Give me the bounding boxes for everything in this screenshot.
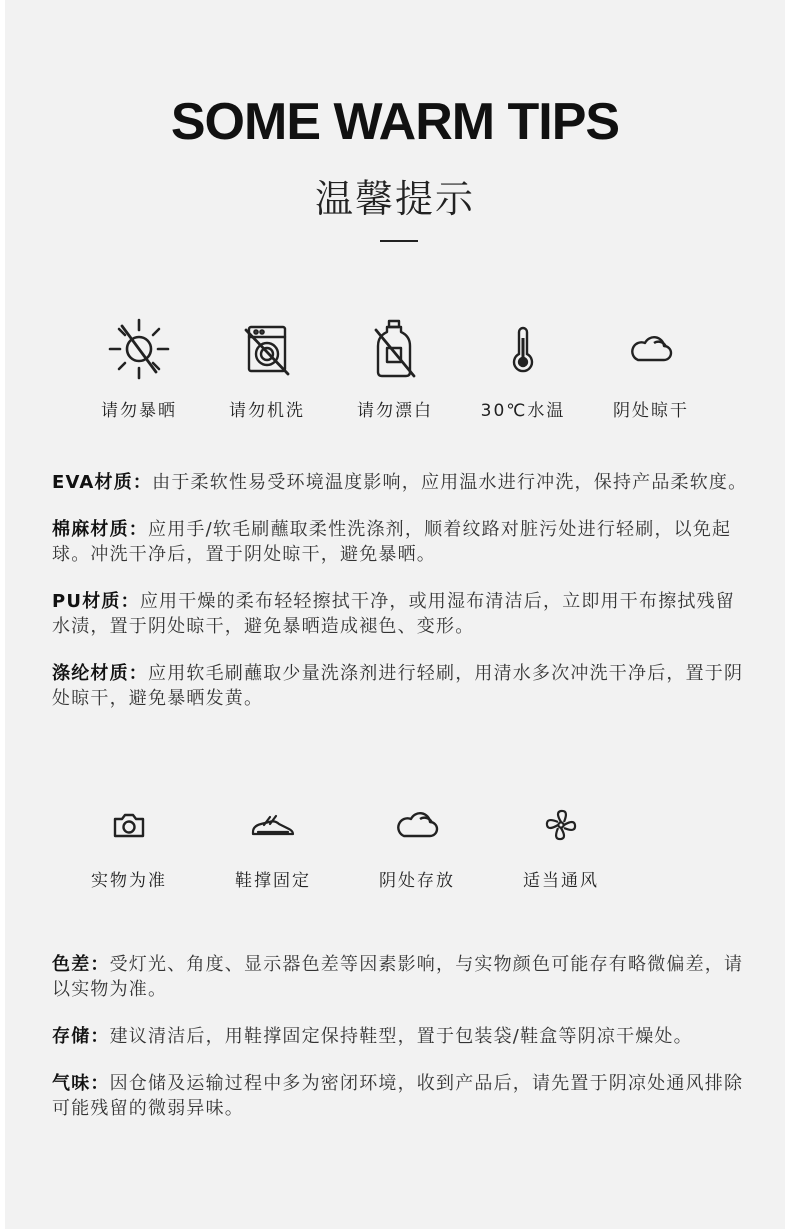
tip-label-shade-storage: 阴处存放 <box>379 871 455 891</box>
tip-label-ventilation: 适当通风 <box>523 871 599 891</box>
care-label-water-temp: 30℃水温 <box>480 401 566 421</box>
material-cotton-linen: 棉麻材质：应用手/软毛刷蘸取柔性洗涤剂，顺着纹路对脏污处进行轻刷，以免起球。冲洗干净后，置于阴处晾干，避免暴晒。 <box>52 519 732 565</box>
tip-item-shoe-tree <box>201 802 345 891</box>
care-item-no-bleach <box>331 312 459 421</box>
care-label-no-machine-wash: 请勿机洗 <box>229 401 305 421</box>
note-odor: 气味：因仓储及运输过程中多为密闭环境，收到产品后，请先置于阴凉处通风排除可能残留的微弱异味。 <box>52 1073 744 1119</box>
tip-item-ventilation <box>489 802 633 891</box>
care-icon-row <box>75 312 715 421</box>
no-bleach-icon <box>370 312 420 386</box>
page-title-en: SOME WARM TIPS <box>170 93 620 151</box>
tip-item-actual-product <box>57 802 201 891</box>
material-polyester: 涤纶材质：应用软毛刷蘸取少量洗涤剂进行轻刷，用清水多次冲洗干净后，置于阴处晾干，避免暴晒发黄。 <box>52 663 744 709</box>
title-divider <box>380 240 418 242</box>
note-color-difference: 色差：受灯光、角度、显示器色差等因素影响，与实物颜色可能存有略微偏差，请以实物为准。 <box>52 954 744 1000</box>
care-label-no-sun: 请勿暴晒 <box>101 401 177 421</box>
page-title-cn: 温馨提示 <box>314 177 475 221</box>
care-item-no-machine-wash <box>203 312 331 421</box>
care-item-no-sun <box>75 312 203 421</box>
note-storage: 存储：建议清洁后，用鞋撑固定保持鞋型，置于包装袋/鞋盒等阴凉干燥处。 <box>52 1026 693 1047</box>
material-eva: EVA材质：由于柔软性易受环境温度影响，应用温水进行冲洗，保持产品柔软度。 <box>52 472 748 493</box>
tip-item-shade-storage <box>345 802 489 891</box>
cloud-icon <box>628 312 674 386</box>
thermometer-icon <box>511 312 535 386</box>
care-label-shade-dry: 阴处晾干 <box>613 401 689 421</box>
tip-label-actual-product: 实物为准 <box>91 871 167 891</box>
material-care-list <box>52 470 752 733</box>
cloud-icon <box>394 802 440 848</box>
notes-list <box>52 952 752 1143</box>
care-item-shade-dry <box>587 312 715 421</box>
warm-tips-page <box>5 0 785 1229</box>
tip-label-shoe-tree: 鞋撑固定 <box>235 871 311 891</box>
material-pu: PU材质：应用干燥的柔布轻轻擦拭干净，或用湿布清洁后，立即用干布擦拭残留水渍，置于阴处晾干，避免暴晒造成褪色、变形。 <box>52 591 736 637</box>
care-label-no-bleach: 请勿漂白 <box>357 401 433 421</box>
shoe-tree-icon <box>250 802 296 848</box>
camera-icon <box>112 802 146 848</box>
fan-icon <box>544 802 578 848</box>
care-item-water-temp <box>459 312 587 421</box>
tip-icon-row <box>57 802 633 891</box>
no-machine-wash-icon <box>242 312 292 386</box>
no-sun-icon <box>106 312 172 386</box>
